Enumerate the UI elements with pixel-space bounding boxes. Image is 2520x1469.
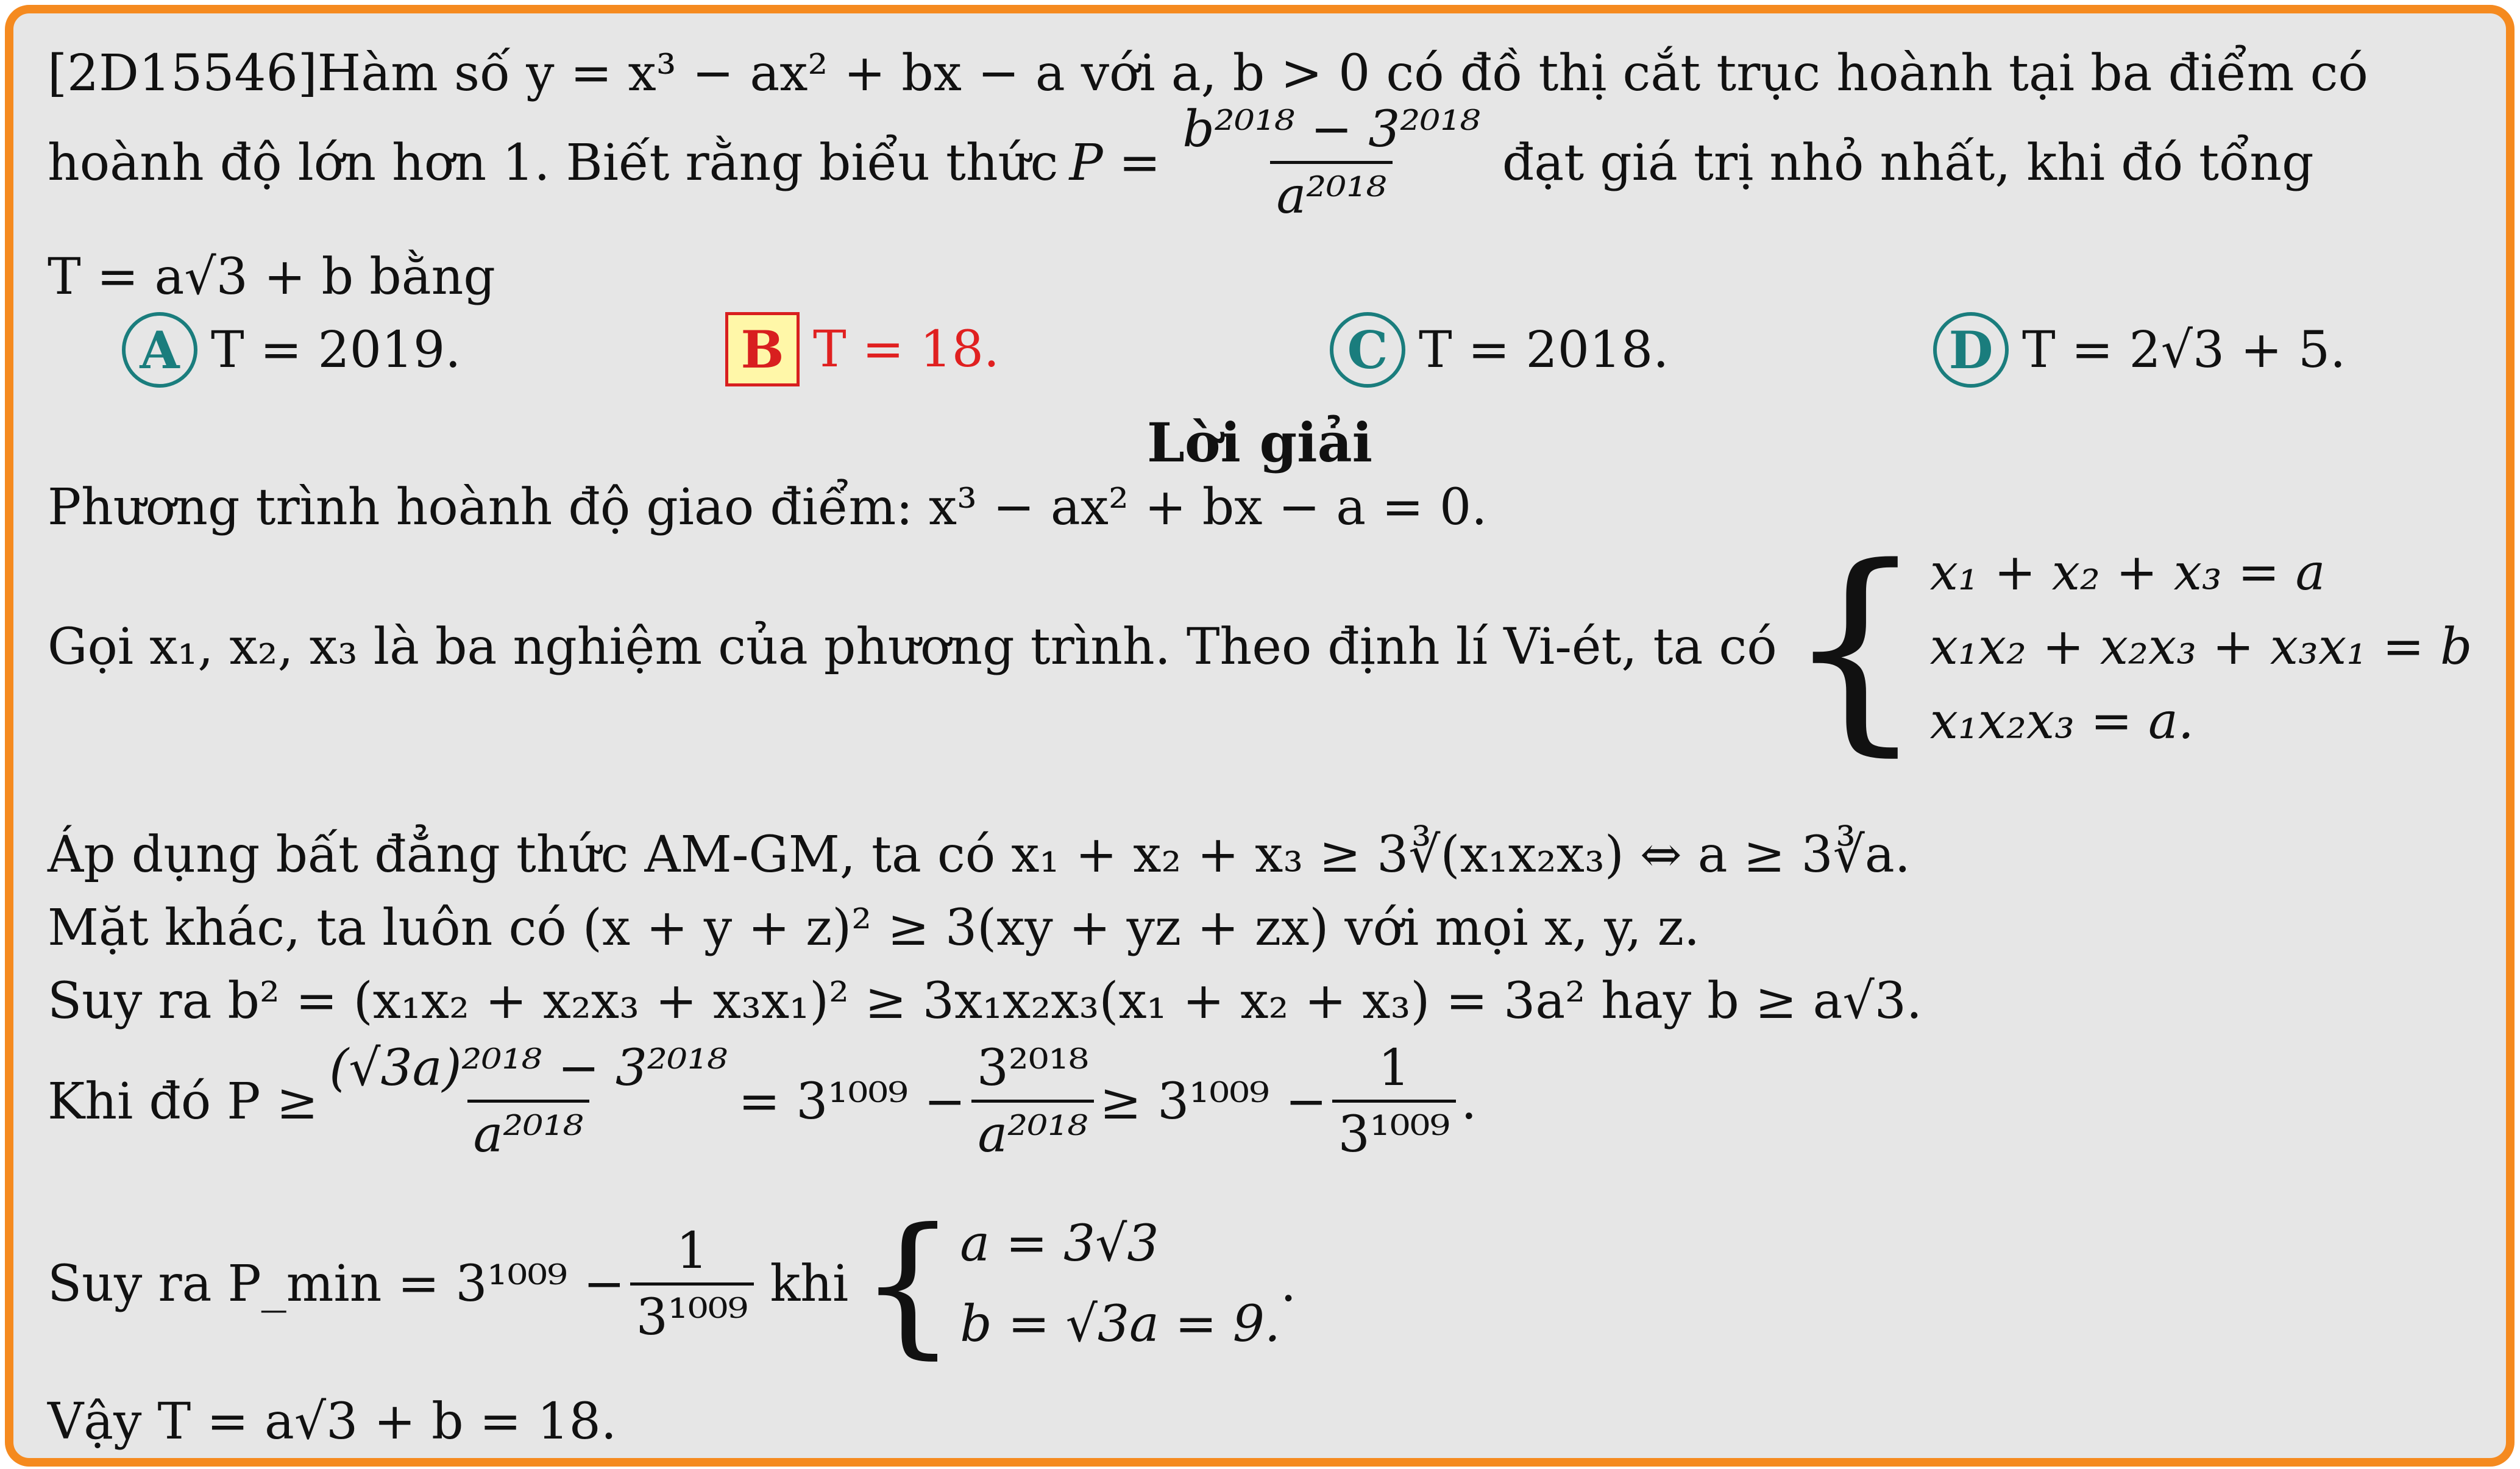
choice-d-badge: D (1933, 312, 2009, 388)
solution-line-7 (48, 1195, 1297, 1373)
s7-brace: { (859, 1195, 957, 1373)
s7-fraction (630, 1222, 754, 1346)
s6-f2-num: 3²⁰¹⁸ (976, 1039, 1089, 1097)
choice-d[interactable] (1933, 312, 2346, 388)
problem-text-1: Hàm số y = x³ − ax² + bx − a với a, b > 0 có đồ thị cắt trục hoành tại ba điểm có (317, 44, 2368, 102)
s6-end: . (1461, 1072, 1477, 1131)
solution-line-3: Áp dụng bất đẳng thức AM-GM, ta có x₁ + x₂ + x₃ ≥ 3∛(x₁x₂x₃) ⇔ a ≥ 3∛a. (48, 826, 1911, 884)
s7-end: . (1280, 1255, 1297, 1313)
p-equals: P = (1069, 133, 1161, 192)
s6-f1-den: a²⁰¹⁸ (467, 1100, 589, 1160)
choice-c[interactable] (1330, 312, 1669, 388)
vieta-eq-1: x₁ + x₂ + x₃ = a (1929, 544, 2326, 602)
s7-sys-1: a = 3√3 (960, 1215, 1159, 1273)
p-denominator: a²⁰¹⁸ (1270, 161, 1392, 221)
s6-f3-num: 1 (1378, 1039, 1410, 1097)
p-numerator: b²⁰¹⁸ − 3²⁰¹⁸ (1182, 101, 1480, 158)
solution-text-2: Gọi x₁, x₂, x₃ là ba nghiệm của phương trình. Theo định lí Vi-ét, ta có (48, 618, 1777, 676)
problem-line-2 (48, 101, 2314, 225)
s7-khi: khi (770, 1255, 849, 1313)
s6-fraction-3 (1332, 1039, 1457, 1164)
choice-b[interactable] (725, 312, 999, 386)
choice-b-text: T = 18. (813, 320, 999, 379)
problem-card (5, 5, 2515, 1467)
s6-prefix: Khi đó P ≥ (48, 1072, 319, 1131)
s6-f3-den: 3¹⁰⁰⁹ (1332, 1100, 1457, 1160)
choice-a-text: T = 2019. (211, 321, 461, 379)
problem-text-2-prefix: hoành độ lớn hơn 1. Biết rằng biểu thức (48, 133, 1059, 192)
p-fraction (1176, 101, 1486, 225)
problem-line-3: T = a√3 + b bằng (48, 248, 495, 306)
choice-a[interactable] (122, 312, 461, 388)
choice-c-badge: C (1330, 312, 1405, 388)
s6-f1-num: (√3a)²⁰¹⁸ − 3²⁰¹⁸ (329, 1039, 728, 1097)
s6-mid: = 3¹⁰⁰⁹ − (738, 1072, 966, 1131)
s7-f-den: 3¹⁰⁰⁹ (630, 1282, 754, 1343)
solution-line-6 (48, 1039, 1477, 1164)
vieta-eq-3: x₁x₂x₃ = a. (1929, 692, 2194, 750)
problem-line-1 (48, 44, 2368, 102)
solution-line-2 (48, 519, 2472, 775)
s6-fraction-2 (971, 1039, 1095, 1164)
s6-ge: ≥ 3¹⁰⁰⁹ − (1099, 1072, 1327, 1131)
choice-b-badge: B (725, 312, 800, 386)
solution-line-4: Mặt khác, ta luôn có (x + y + z)² ≥ 3(xy + yz + zx) với mọi x, y, z. (48, 899, 1700, 957)
solution-line-5: Suy ra b² = (x₁x₂ + x₂x₃ + x₃x₁)² ≥ 3x₁x₂x₃(x₁ + x₂ + x₃) = 3a² hay b ≥ a√3. (48, 972, 1922, 1030)
s6-fraction-1 (323, 1039, 733, 1164)
choice-a-badge: A (122, 312, 197, 388)
s7-prefix: Suy ra P_min = 3¹⁰⁰⁹ − (48, 1255, 625, 1313)
vieta-brace: { (1785, 519, 1925, 775)
solution-line-8: Vậy T = a√3 + b = 18. (48, 1393, 617, 1451)
choice-c-text: T = 2018. (1419, 321, 1669, 379)
s7-sys-2: b = √3a = 9. (960, 1295, 1280, 1353)
vieta-eq-2: x₁x₂ + x₂x₃ + x₃x₁ = b (1929, 618, 2472, 676)
solution-heading: Lời giải (1146, 411, 1373, 474)
s6-f2-den: a²⁰¹⁸ (971, 1100, 1093, 1160)
s7-f-num: 1 (676, 1222, 708, 1280)
s7-system (960, 1215, 1280, 1353)
problem-code: [2D15546] (48, 44, 318, 102)
problem-text-2-suffix: đạt giá trị nhỏ nhất, khi đó tổng (1502, 133, 2314, 192)
solution-line-1: Phương trình hoành độ giao điểm: x³ − ax² + bx − a = 0. (48, 478, 1488, 536)
choice-d-text: T = 2√3 + 5. (2022, 321, 2346, 379)
vieta-system (1929, 544, 2472, 750)
